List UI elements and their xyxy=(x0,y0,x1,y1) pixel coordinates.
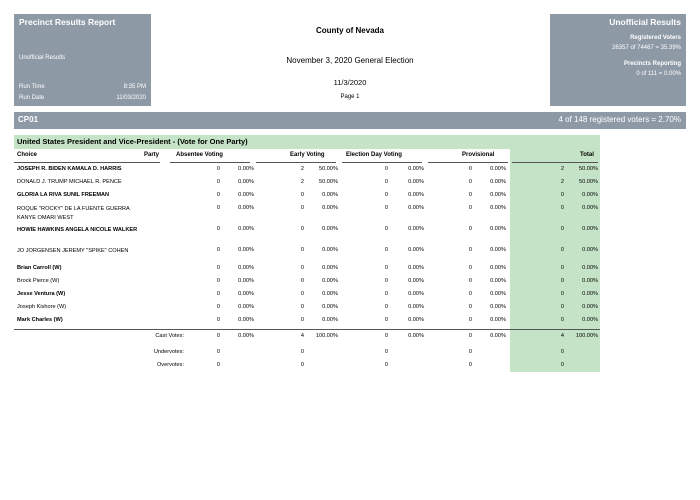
provisional-pct: 0.00% xyxy=(490,265,506,271)
early-pct: 0.00% xyxy=(322,317,338,323)
total-count: 0 xyxy=(560,304,564,310)
election-day-count: 0 xyxy=(384,192,388,198)
total-pct: 0.00% xyxy=(582,226,598,232)
total-count: 0 xyxy=(560,349,564,355)
early-pct: 0.00% xyxy=(322,291,338,297)
total-count: 0 xyxy=(560,226,564,232)
run-time-label: Run Time xyxy=(19,84,45,90)
provisional-pct: 0.00% xyxy=(490,192,506,198)
col-choice: Choice xyxy=(17,152,38,158)
candidate-name: JOSEPH R. BIDEN KAMALA D. HARRIS xyxy=(17,166,122,172)
total-count: 2 xyxy=(560,166,564,172)
col-early: Early Voting xyxy=(290,152,325,158)
precinct-registered: 4 of 148 registered voters = 2.70% xyxy=(558,115,681,124)
provisional-count: 0 xyxy=(468,192,472,198)
precincts-reporting-label: Precincts Reporting xyxy=(623,61,681,67)
absentee-count: 0 xyxy=(216,304,220,310)
table-row xyxy=(14,225,600,245)
early-pct: 50.00% xyxy=(319,166,338,172)
total-pct: 0.00% xyxy=(582,278,598,284)
provisional-count: 0 xyxy=(468,205,472,211)
absentee-count: 0 xyxy=(216,265,220,271)
unofficial-results-label: Unofficial Results xyxy=(19,55,66,61)
provisional-count: 0 xyxy=(468,265,472,271)
column-headers xyxy=(14,152,600,162)
cast-votes-row xyxy=(14,332,600,344)
col-party: Party xyxy=(144,152,160,158)
total-pct: 0.00% xyxy=(582,265,598,271)
col-election-day: Election Day Voting xyxy=(346,152,402,158)
early-count: 0 xyxy=(300,317,304,323)
early-count: 0 xyxy=(300,265,304,271)
total-count: 4 xyxy=(560,333,564,339)
provisional-pct: 0.00% xyxy=(490,291,506,297)
total-pct: 0.00% xyxy=(582,291,598,297)
election-day-count: 0 xyxy=(384,291,388,297)
early-pct: 0.00% xyxy=(322,192,338,198)
cast-votes-label: Cast Votes: xyxy=(155,333,184,339)
provisional-count: 0 xyxy=(468,291,472,297)
election-day-pct: 0.00% xyxy=(408,333,424,339)
candidate-name: JO JORGENSEN JEREMY "SPIKE" COHEN xyxy=(17,248,129,254)
header-underline xyxy=(256,162,336,163)
early-pct: 0.00% xyxy=(322,205,338,211)
total-count: 0 xyxy=(560,247,564,253)
absentee-pct: 0.00% xyxy=(238,265,254,271)
early-count: 0 xyxy=(300,226,304,232)
early-pct: 0.00% xyxy=(322,278,338,284)
provisional-pct: 0.00% xyxy=(490,317,506,323)
election-day-count: 0 xyxy=(384,349,388,355)
early-pct: 0.00% xyxy=(322,226,338,232)
absentee-count: 0 xyxy=(216,291,220,297)
election-day-count: 0 xyxy=(384,333,388,339)
page-number: Page 1 xyxy=(340,94,360,100)
election-day-count: 0 xyxy=(384,179,388,185)
table-row xyxy=(14,191,600,203)
election-day-pct: 0.00% xyxy=(408,278,424,284)
total-pct: 0.00% xyxy=(582,247,598,253)
absentee-pct: 0.00% xyxy=(238,317,254,323)
election-day-count: 0 xyxy=(384,304,388,310)
contest-title-bar xyxy=(14,135,600,149)
absentee-pct: 0.00% xyxy=(238,247,254,253)
total-pct: 0.00% xyxy=(582,192,598,198)
election-day-pct: 0.00% xyxy=(408,179,424,185)
absentee-pct: 0.00% xyxy=(238,192,254,198)
total-count: 0 xyxy=(560,317,564,323)
header-underline xyxy=(512,162,598,163)
early-count: 0 xyxy=(300,349,304,355)
col-absentee: Absentee Voting xyxy=(176,152,223,158)
table-row xyxy=(14,165,600,177)
provisional-count: 0 xyxy=(468,278,472,284)
early-count: 0 xyxy=(300,278,304,284)
table-row xyxy=(14,204,600,224)
absentee-count: 0 xyxy=(216,333,220,339)
provisional-pct: 0.00% xyxy=(490,278,506,284)
provisional-count: 0 xyxy=(468,166,472,172)
absentee-pct: 0.00% xyxy=(238,278,254,284)
total-pct: 0.00% xyxy=(582,205,598,211)
table-row xyxy=(14,277,600,289)
absentee-count: 0 xyxy=(216,192,220,198)
provisional-count: 0 xyxy=(468,304,472,310)
absentee-count: 0 xyxy=(216,226,220,232)
provisional-count: 0 xyxy=(468,226,472,232)
absentee-pct: 0.00% xyxy=(238,304,254,310)
provisional-count: 0 xyxy=(468,179,472,185)
absentee-pct: 0.00% xyxy=(238,226,254,232)
report-title: Precinct Results Report xyxy=(19,17,116,27)
absentee-count: 0 xyxy=(216,166,220,172)
provisional-count: 0 xyxy=(468,333,472,339)
provisional-count: 0 xyxy=(468,362,472,368)
absentee-pct: 0.00% xyxy=(238,291,254,297)
total-count: 0 xyxy=(560,291,564,297)
provisional-count: 0 xyxy=(468,247,472,253)
early-count: 0 xyxy=(300,192,304,198)
run-time-value: 8:35 PM xyxy=(123,84,146,90)
provisional-pct: 0.00% xyxy=(490,226,506,232)
provisional-pct: 0.00% xyxy=(490,179,506,185)
election-day-count: 0 xyxy=(384,205,388,211)
candidate-name: DONALD J. TRUMP MICHAEL R. PENCE xyxy=(17,179,122,185)
early-count: 0 xyxy=(300,205,304,211)
precinct-name: CP01 xyxy=(18,115,39,124)
election-day-count: 0 xyxy=(384,317,388,323)
early-pct: 0.00% xyxy=(322,304,338,310)
early-pct: 50.00% xyxy=(319,179,338,185)
run-date-value: 11/03/2020 xyxy=(116,95,146,101)
election-day-pct: 0.00% xyxy=(408,205,424,211)
provisional-pct: 0.00% xyxy=(490,304,506,310)
election-day-count: 0 xyxy=(384,226,388,232)
absentee-pct: 0.00% xyxy=(238,179,254,185)
absentee-count: 0 xyxy=(216,278,220,284)
candidate-name: Jesse Ventura (W) xyxy=(17,291,66,297)
election-day-pct: 0.00% xyxy=(408,226,424,232)
summary-box xyxy=(550,14,686,106)
absentee-count: 0 xyxy=(216,247,220,253)
election-day-pct: 0.00% xyxy=(408,304,424,310)
provisional-pct: 0.00% xyxy=(490,205,506,211)
precincts-reporting-value: 0 of 111 = 0.00% xyxy=(636,71,681,77)
early-pct: 100.00% xyxy=(315,333,338,339)
registered-voters-label: Registered Voters xyxy=(630,35,681,41)
absentee-count: 0 xyxy=(216,179,220,185)
table-row xyxy=(14,264,600,276)
col-total: Total xyxy=(580,152,594,158)
early-count: 0 xyxy=(300,362,304,368)
election-day-count: 0 xyxy=(384,247,388,253)
total-pct: 0.00% xyxy=(582,304,598,310)
election-day-count: 0 xyxy=(384,265,388,271)
table-row xyxy=(14,316,600,328)
candidate-name: GLORIA LA RIVA SUNIL FREEMAN xyxy=(17,192,110,198)
provisional-pct: 0.00% xyxy=(490,247,506,253)
total-count: 0 xyxy=(560,265,564,271)
early-count: 4 xyxy=(300,333,304,339)
header-underline xyxy=(14,162,160,163)
absentee-count: 0 xyxy=(216,362,220,368)
absentee-count: 0 xyxy=(216,317,220,323)
early-count: 2 xyxy=(300,179,304,185)
provisional-count: 0 xyxy=(468,317,472,323)
absentee-pct: 0.00% xyxy=(238,205,254,211)
election-day-count: 0 xyxy=(384,362,388,368)
election-day-count: 0 xyxy=(384,278,388,284)
election-day-pct: 0.00% xyxy=(408,247,424,253)
early-count: 0 xyxy=(300,304,304,310)
election-day-pct: 0.00% xyxy=(408,317,424,323)
provisional-pct: 0.00% xyxy=(490,166,506,172)
absentee-pct: 0.00% xyxy=(238,333,254,339)
header-underline xyxy=(428,162,508,163)
candidate-name: Brian Carroll (W) xyxy=(17,265,62,271)
provisional-count: 0 xyxy=(468,349,472,355)
total-count: 0 xyxy=(560,192,564,198)
candidate-name: HOWIE HAWKINS ANGELA NICOLE WALKER xyxy=(17,227,138,233)
overvotes-label: Overvotes: xyxy=(156,362,184,368)
county-name: County of Nevada xyxy=(315,26,384,35)
election-day-pct: 0.00% xyxy=(408,192,424,198)
total-pct: 0.00% xyxy=(582,317,598,323)
total-count: 2 xyxy=(560,179,564,185)
candidate-name: Brock Pierce (W) xyxy=(17,278,60,284)
contest-title: United States President and Vice-President - (Vote for One Party) xyxy=(17,137,248,146)
table-row xyxy=(14,246,600,266)
run-date-label: Run Date xyxy=(19,95,45,101)
candidate-name: ROQUE "ROCKY" DE LA FUENTE GUERRA KANYE OMARI WEST xyxy=(17,206,130,221)
election-date: 11/3/2020 xyxy=(333,78,367,87)
candidate-name: Mark Charles (W) xyxy=(17,317,63,323)
election-day-count: 0 xyxy=(384,166,388,172)
absentee-pct: 0.00% xyxy=(238,166,254,172)
early-count: 2 xyxy=(300,166,304,172)
early-pct: 0.00% xyxy=(322,247,338,253)
registered-voters-value: 26357 of 74467 = 35.39% xyxy=(612,45,681,51)
provisional-pct: 0.00% xyxy=(490,333,506,339)
election-day-pct: 0.00% xyxy=(408,166,424,172)
candidate-name: Joseph Kishore (W) xyxy=(17,304,67,310)
undervotes-row xyxy=(14,348,600,360)
undervotes-label: Undervotes: xyxy=(153,349,184,355)
election-day-pct: 0.00% xyxy=(408,265,424,271)
total-pct: 50.00% xyxy=(579,166,598,172)
precinct-bar xyxy=(14,112,686,129)
total-count: 0 xyxy=(560,205,564,211)
table-row xyxy=(14,178,600,190)
overvotes-row xyxy=(14,361,600,373)
election-day-pct: 0.00% xyxy=(408,291,424,297)
header-underline xyxy=(342,162,422,163)
col-provisional: Provisional xyxy=(462,152,495,158)
early-pct: 0.00% xyxy=(322,265,338,271)
early-count: 0 xyxy=(300,291,304,297)
total-pct: 100.00% xyxy=(575,333,598,339)
total-count: 0 xyxy=(560,278,564,284)
totals-divider xyxy=(14,329,600,330)
absentee-count: 0 xyxy=(216,205,220,211)
summary-title: Unofficial Results xyxy=(609,17,681,27)
header-underline xyxy=(170,162,250,163)
early-count: 0 xyxy=(300,247,304,253)
table-row xyxy=(14,290,600,302)
total-pct: 50.00% xyxy=(579,179,598,185)
report-title-box xyxy=(14,14,151,106)
absentee-count: 0 xyxy=(216,349,220,355)
table-row xyxy=(14,303,600,315)
total-count: 0 xyxy=(560,362,564,368)
election-name: November 3, 2020 General Election xyxy=(286,56,414,65)
